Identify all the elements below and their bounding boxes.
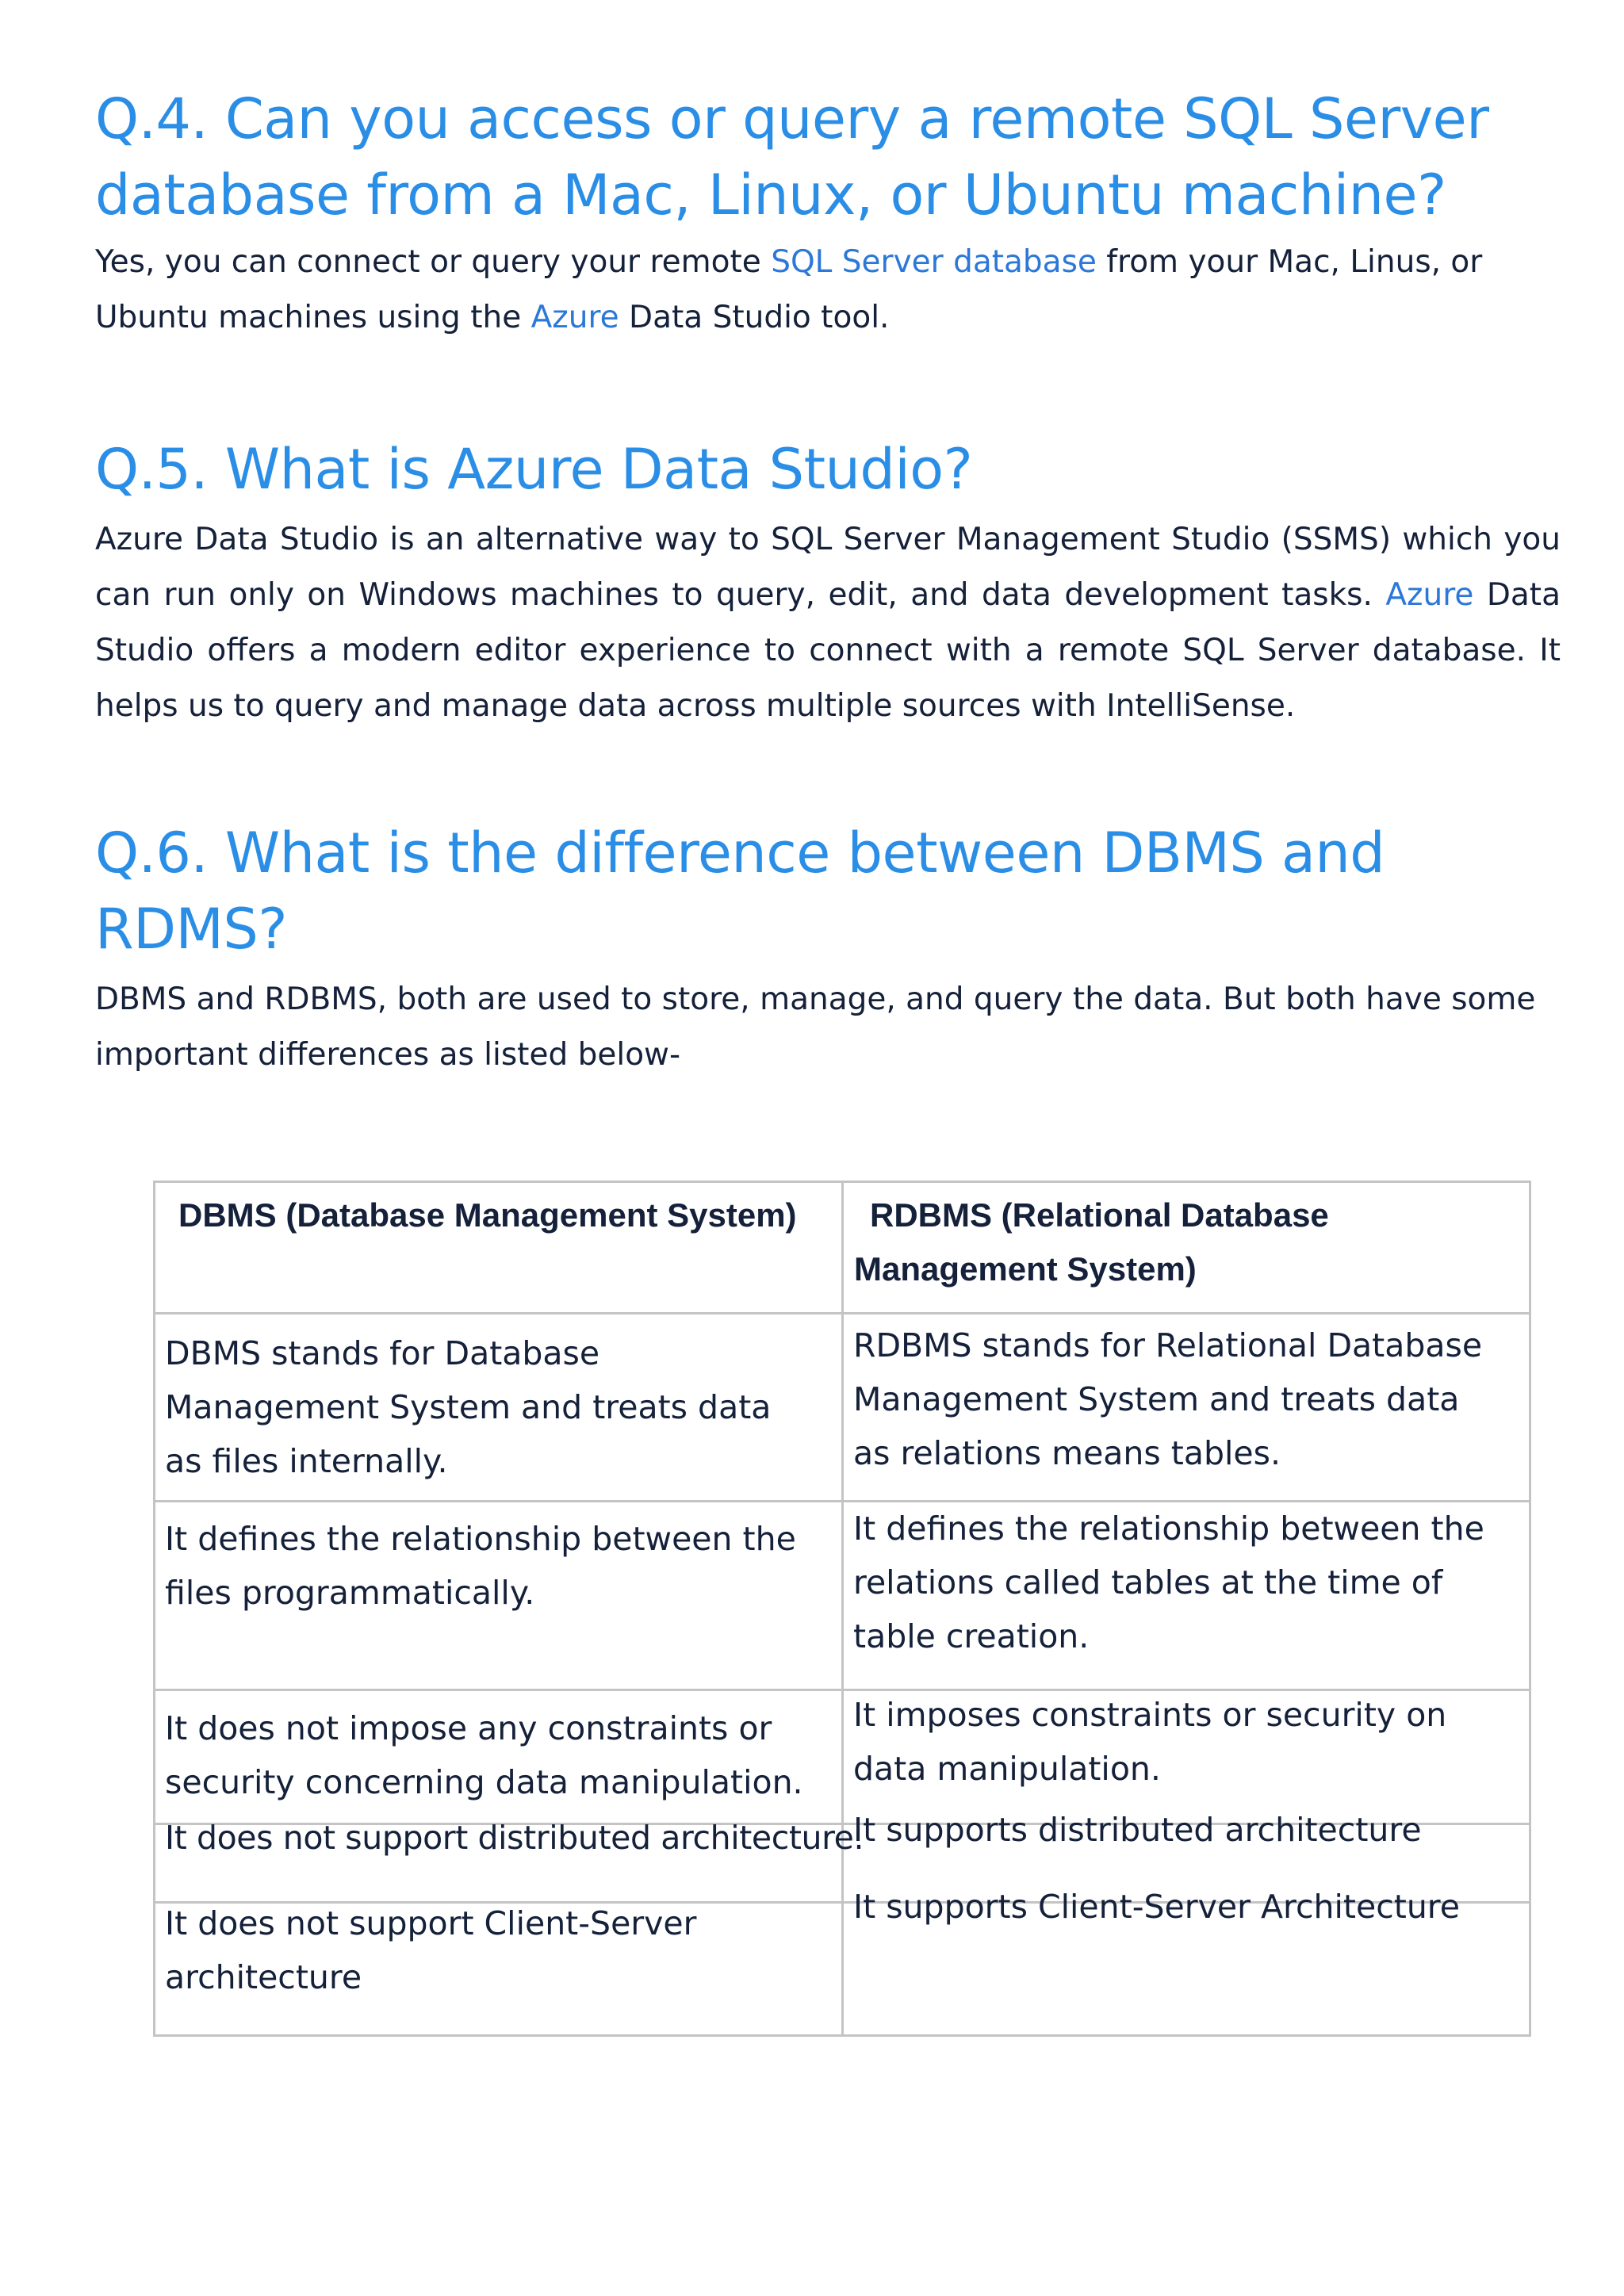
table-row-divider <box>153 1312 1531 1314</box>
q4-heading: Q.4. Can you access or query a remote SQL Server database from a Mac, Linux, or Ubuntu machine? <box>95 86 1489 228</box>
comparison-table <box>153 1181 1531 2037</box>
table-header-rdbms: RDBMS (Relational Database Management System) <box>854 1196 1329 1288</box>
q5-text-2: Data Studio offers a modern editor experience to connect with a remote SQL Server database. It helps us to query and manage data across multiple sources with IntelliSense. <box>95 577 1561 724</box>
table-border-right <box>1529 1181 1531 2037</box>
table-cell-dbms-3: It does not impose any constraints or security concerning data manipulation. <box>165 1709 803 1801</box>
table-cell-dbms-2: It defines the relationship between the files programmatically. <box>165 1520 796 1612</box>
q6-heading: Q.6. What is the difference between DBMS and RDMS? <box>95 821 1385 962</box>
q4-text-1: Yes, you can connect or query your remote <box>95 244 772 280</box>
table-cell-dbms-4: It does not support distributed architecture. <box>165 1819 864 1857</box>
table-cell-rdbms-1: RDBMS stands for Relational Database Management System and treats data as relations means tables. <box>853 1326 1483 1472</box>
q4-text-3: Data Studio tool. <box>619 300 890 335</box>
table-border-left <box>153 1181 155 2037</box>
sql-server-database-link[interactable]: SQL Server database <box>771 244 1097 280</box>
azure-link[interactable]: Azure <box>530 300 619 335</box>
table-header-dbms: DBMS (Database Management System) <box>178 1196 797 1234</box>
table-cell-dbms-1: DBMS stands for Database Management System and treats data as files internally. <box>165 1334 772 1480</box>
q5-text-1: Azure Data Studio is an alternative way to SQL Server Management Studio (SSMS) which you can run only on Windows machines to query, edit, and data development tasks. <box>95 522 1561 613</box>
table-cell-rdbms-5: It supports Client-Server Architecture <box>853 1888 1460 1926</box>
q5-answer <box>95 512 1561 734</box>
q6-answer: DBMS and RDBMS, both are used to store, manage, and query the data. But both have some important differences as listed below- <box>95 982 1536 1073</box>
table-cell-rdbms-2: It defines the relationship between the relations called tables at the time of table creation. <box>853 1510 1484 1655</box>
table-column-divider <box>841 1181 844 2037</box>
table-cell-rdbms-3: It imposes constraints or security on data manipulation. <box>853 1696 1447 1788</box>
q5-heading: Q.5. What is Azure Data Studio? <box>95 437 973 502</box>
q4-text-2: from your Mac, Linus, or Ubuntu machines using the <box>95 244 1483 335</box>
table-cell-dbms-5: It does not support Client-Server architecture <box>165 1904 697 1996</box>
q4-answer <box>95 235 1570 346</box>
azure-link[interactable]: Azure <box>1385 577 1474 613</box>
table-cell-rdbms-4: It supports distributed architecture <box>853 1811 1422 1849</box>
